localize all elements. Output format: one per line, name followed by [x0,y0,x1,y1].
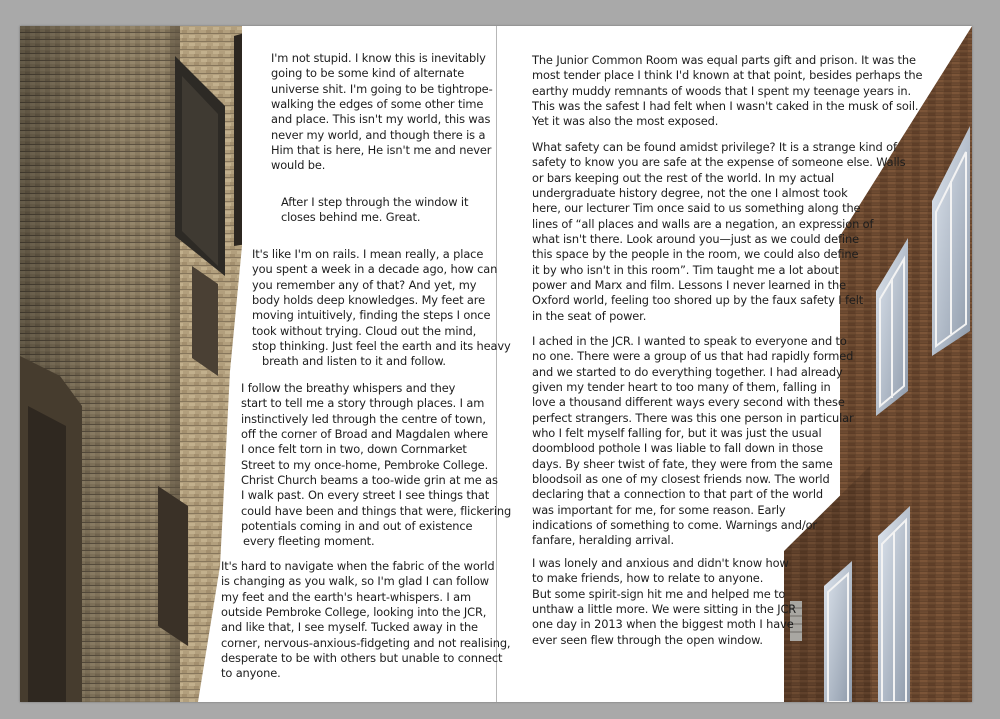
right-paragraph-4: I was lonely and anxious and didn't know how to make friends, how to relate to anyone. But some spirit-sign hit me and helped me to unthaw a little more. We were sitting in the JCR one day in 2013 when the biggest moth I have ever seen flew through the open window. [532,556,797,647]
left-paragraph-4: I follow the breathy whispers and they start to tell me a story through places. I am instinctively led through the centre of town, off the corner of Broad and Magdalen where I once felt torn in two, down Cornmarket Street to my once-home, Pembroke College. Christ Church beams a too-wide grin at me as I walk past. On every street I see things that could have been and things that were, flickering potentials coming in and out of existence every fleeting moment. [241,381,512,549]
left-paragraph-5: It's hard to navigate when the fabric of the world is changing as you walk, so I'm glad I can follow my feet and the earth's heart-whispers. I am outside Pembroke College, looking into the JCR, and like that, I see myself. Tucked away in the corner, nervous-anxious-fidgeting and not realising, desperate to be with others but unable to connect to anyone. [221,559,511,681]
left-paragraph-3: It's like I'm on rails. I mean really, a place you spent a week in a decade ago, how can you remember any of that? And yet, my body holds deep knowledges. My feet are moving intuitively, finding the steps I once took without trying. Cloud out the mind, stop thinking. Just feel the earth and its heavy breath and listen to it and follow. [252,247,511,369]
left-paragraph-2: After I step through the window it closes behind me. Great. [281,195,469,225]
magazine-spread [20,26,972,702]
left-paragraph-1: I'm not stupid. I know this is inevitably going to be some kind of alternate universe shit. I'm going to be tightrope- walking the edges of some other time and place. This isn't my world, this was never my world, and though there is a Him that is here, He isn't me and never would be. [271,51,493,173]
right-paragraph-1: The Junior Common Room was equal parts gift and prison. It was the most tender place I think I'd known at that point, besides perhaps the earthy muddy remnants of woods that I spent my teenage years in. This was the safest I had felt when I wasn't caked in the musk of soil. Yet it was also the most exposed. [532,53,923,129]
right-paragraph-3: I ached in the JCR. I wanted to speak to everyone and to no one. There were a group of us that had rapidly formed and we started to do everything together. I had already given my tender heart to too many of them, falling in love a thousand different ways every second with these perfect strangers. There was this one person in particular who I felt myself falling for, but it was just the usual doomblood pothole I was liable to fall down in those days. By sheer twist of fate, they were from the same bloodsoil as one of my closest friends now. The world declaring that a connection to that part of the world was important for me, for some reason. Early indications of something to come. Warnings and/or fanfare, heralding arrival. [532,334,854,548]
right-paragraph-2: What safety can be found amidst privilege? It is a strange kind of safety to know you are safe at the expense of someone else. Walls or bars keeping out the rest of the world. In my actual undergraduate history degree, not the one I almost took here, our lecturer Tim once said to us something along the lines of “all places and walls are a negation, an expression of what isn't there. Look around you—just as we could define this space by the people in the room, we could also define it by who isn't in this room”. Tim taught me a lot about power and Marx and film. Lessons I never learned in the Oxford world, feeling too shored up by the faux safety I felt in the seat of power. [532,140,906,323]
